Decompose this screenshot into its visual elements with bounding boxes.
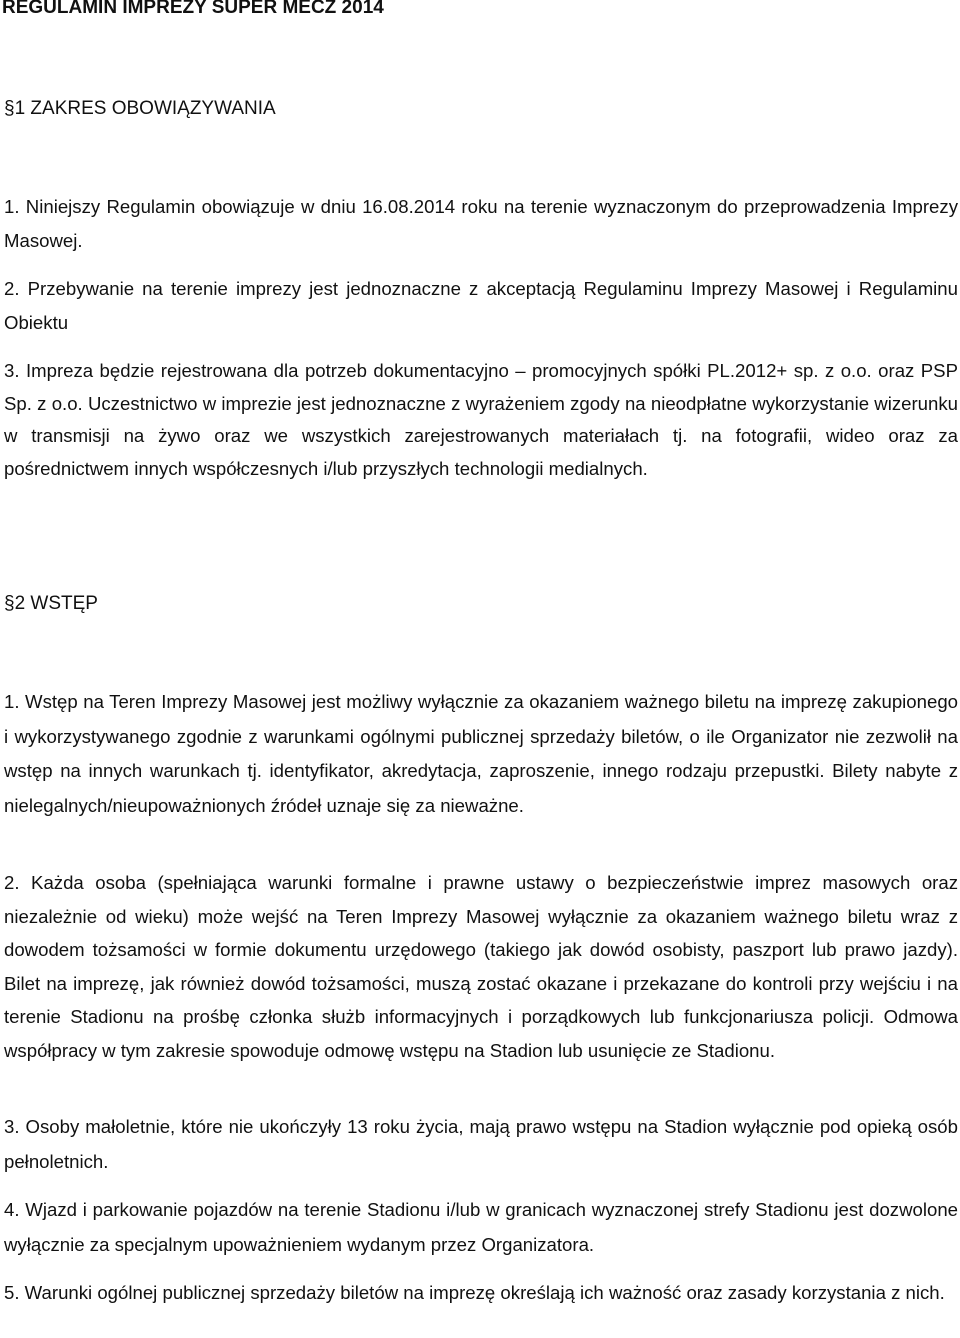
section-heading-1: §1 ZAKRES OBOWIĄZYWANIA — [4, 98, 276, 119]
section-heading-2: §2 WSTĘP — [4, 593, 98, 614]
section-1-paragraph-3: 3. Impreza będzie rejestrowana dla potrzeb dokumentacyjno – promocyjnych spółki PL.2012+ sp. z o.o. oraz PSP Sp. z o.o. Uczestnictwo w imprezie jest jednoznaczne z wyrażeniem zgody na nieodpłatne wykorzystanie wizerunku w transmisji na żywo oraz we wszystkich zarejestrowanych materiałach tj. na fotografii, wideo oraz za pośrednictwem innych współczesnych i/lub przyszłych technologii medialnych. — [4, 360, 958, 479]
document-title: REGULAMIN IMPREZY SUPER MECZ 2014 — [2, 0, 384, 18]
section-1-paragraph-1: 1. Niniejszy Regulamin obowiązuje w dniu 16.08.2014 roku na terenie wyznaczonym do przeprowadzenia Imprezy Masowej. — [4, 196, 958, 251]
section-2-paragraph-2: 2. Każda osoba (spełniająca warunki formalne i prawne ustawy o bezpieczeństwie imprez masowych oraz niezależnie od wieku) może wejść na Teren Imprezy Masowej wyłącznie za okazaniem ważnego biletu wraz z dowodem tożsamości w formie dokumentu urzędowego (takiego jak dowód osobisty, paszport lub prawo jazdy). Bilet na imprezę, jak również dowód tożsamości, muszą zostać okazane i przekazane do kontroli przy wejściu i na terenie Stadionu na prośbę członka służb informacyjnych i porządkowych lub funkcjonariusza policji. Odmowa współpracy w tym zakresie spowoduje odmowę wstępu na Stadion lub usunięcie ze Stadionu. — [4, 872, 958, 1061]
section-2-paragraph-5: 5. Warunki ogólnej publicznej sprzedaży biletów na imprezę określają ich ważność oraz zasady korzystania z nich. — [4, 1282, 945, 1303]
section-2-paragraph-3: 3. Osoby małoletnie, które nie ukończyły 13 roku życia, mają prawo wstępu na Stadion wyłącznie pod opieką osób pełnoletnich. — [4, 1116, 958, 1172]
section-1-paragraph-2: 2. Przebywanie na terenie imprezy jest jednoznaczne z akceptacją Regulaminu Imprezy Masowej i Regulaminu Obiektu — [4, 278, 958, 333]
section-2-paragraph-4: 4. Wjazd i parkowanie pojazdów na terenie Stadionu i/lub w granicach wyznaczonej strefy Stadionu jest dozwolone wyłącznie za specjalnym upoważnieniem wydanym przez Organizatora. — [4, 1199, 958, 1255]
section-2-paragraph-1: 1. Wstęp na Teren Imprezy Masowej jest możliwy wyłącznie za okazaniem ważnego biletu na imprezę zakupionego i wykorzystywanego zgodnie z warunkami ogólnymi publicznej sprzedaży biletów, o ile Organizator nie zezwolił na wstęp na innych warunkach tj. identyfikator, akredytacja, zaproszenie, innego rodzaju przepustki. Bilety nabyte z nielegalnych/nieupoważnionych źródeł uznaje się za nieważne. — [4, 691, 958, 816]
